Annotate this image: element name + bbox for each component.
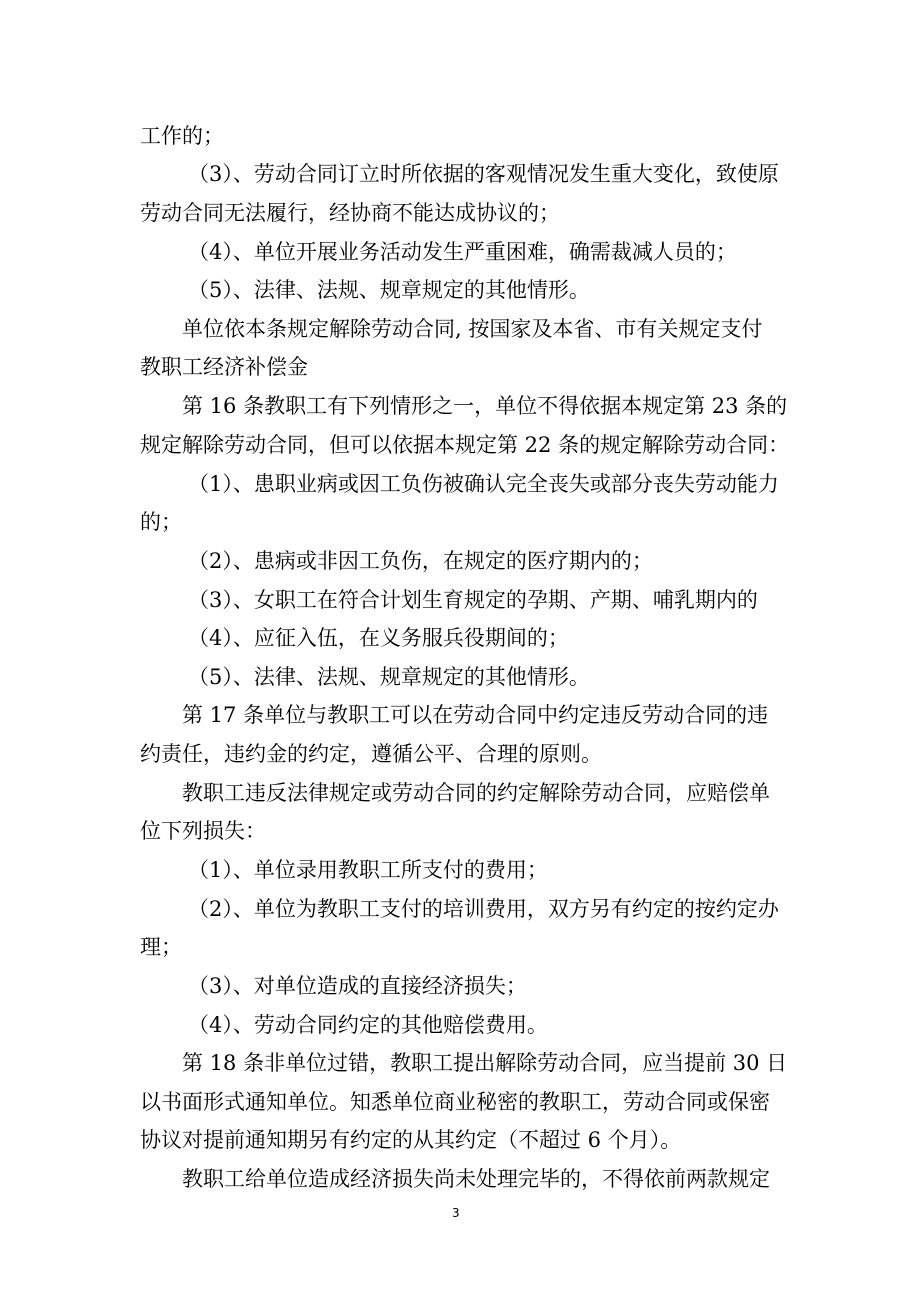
page-number: 3 [452, 1206, 460, 1220]
text-line: （4）、应征入伍，在义务服兵役期间的； [188, 626, 569, 650]
text-line: （3）、对单位造成的直接经济损失； [188, 974, 527, 998]
text-line: 第 16 条教职工有下列情形之一，单位不得依据本规定第 23 条的 [182, 394, 788, 418]
text-line: 第 18 条非单位过错，教职工提出解除劳动合同，应当提前 30 日 [182, 1051, 788, 1075]
text-line: （2）、患病或非因工负伤，在规定的医疗期内的； [188, 549, 653, 573]
text-line: 工作的； [140, 124, 224, 148]
text-line: 约责任，违约金的约定，遵循公平、合理的原则。 [140, 742, 602, 766]
text-line: 规定解除劳动合同，但可以依据本规定第 22 条的规定解除劳动合同： [140, 433, 790, 457]
text-line: 位下列损失： [140, 819, 266, 843]
text-line: 的； [140, 510, 182, 534]
text-line: 以书面形式通知单位。知悉单位商业秘密的教职工，劳动合同或保密 [140, 1090, 770, 1114]
text-line: （3）、劳动合同订立时所依据的客观情况发生重大变化，致使原 [188, 162, 779, 186]
text-line: （5）、法律、法规、规章规定的其他情形。 [188, 278, 590, 302]
text-line: 教职工违反法律规定或劳动合同的约定解除劳动合同，应赔偿单 [182, 781, 770, 805]
text-line: （4）、单位开展业务活动发生严重困难，确需裁减人员的； [188, 240, 737, 264]
text-line: （1）、单位录用教职工所支付的费用； [188, 858, 548, 882]
text-line: （5）、法律、法规、规章规定的其他情形。 [188, 665, 590, 689]
text-line: 教职工经济补偿金 [140, 355, 308, 379]
text-line: 劳动合同无法履行，经协商不能达成协议的； [140, 201, 560, 225]
text-line: 理； [140, 935, 182, 959]
text-line: 协议对提前通知期另有约定的从其约定（不超过 6 个月）。 [140, 1128, 682, 1152]
text-line: （1）、患职业病或因工负伤被确认完全丧失或部分丧失劳动能力 [188, 472, 779, 496]
text-line: 教职工给单位造成经济损失尚未处理完毕的，不得依前两款规定 [182, 1167, 770, 1191]
text-line: （2）、单位为教职工支付的培训费用，双方另有约定的按约定办 [188, 897, 779, 921]
text-line: （4）、劳动合同约定的其他赔偿费用。 [188, 1013, 548, 1037]
text-line: 单位依本条规定解除劳动合同, 按国家及本省、市有关规定支付 [182, 317, 763, 341]
text-line: 第 17 条单位与教职工可以在劳动合同中约定违反劳动合同的违 [182, 703, 769, 727]
text-line: （3）、女职工在符合计划生育规定的孕期、产期、哺乳期内的 [188, 588, 758, 612]
